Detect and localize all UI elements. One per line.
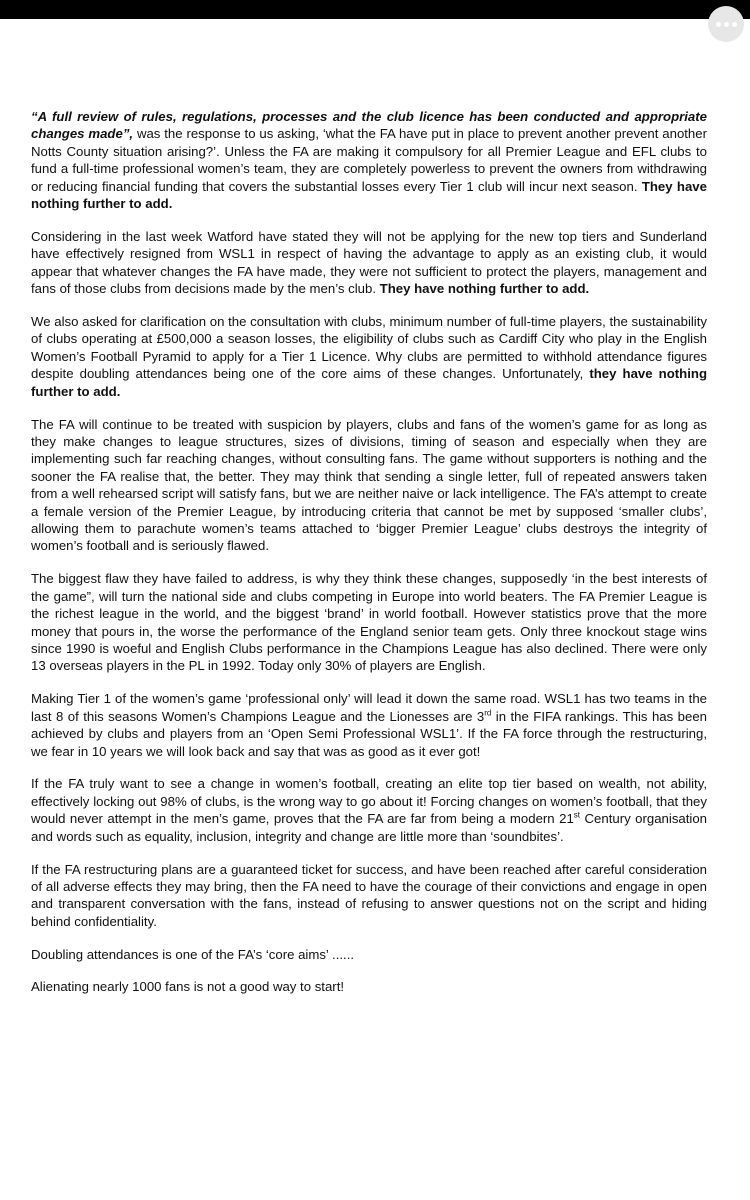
paragraph-8: If the FA restructuring plans are a guaranteed ticket for success, and have been reached after careful consideration of all adverse effects they may bring, then the FA need to have the courage of their convictions and engage in open and transparent conversation with the fans, instead of refusing to answer questions not on the script and hiding behind confidentiality. [31,861,707,929]
paragraph-3-bold: they have nothing further to add. [31,366,707,399]
paragraph-7-text-b: Century organisation and words such as equality, inclusion, integrity and change are little more than ‘soundbites’. [31,811,708,844]
fa-quote: “A full review of rules, regulations, processes and the club licence has been conducted and appropriate changes made”, [31,109,707,142]
paragraph-6-text-b: in the FIFA rankings. This has been achieved by clubs and players from an ‘Open Semi Professional WSL1’. If the FA force through the restructuring, we fear in 10 years we will look back and say that was as good as it ever got! [31,708,707,759]
paragraph-10: Alienating nearly 1000 fans is not a good way to start! [31,979,345,995]
paragraph-5: The biggest flaw they have failed to address, is why they think these changes, supposedly ‘in the best interests of the game”, will turn the national side and clubs competing in Europe into world beaters. The FA Premier League is the richest league in the world, and the biggest ‘brand’ in world football. However statistics prove that the more money that pours in, the worse the performance of the England senior team gets. Only three knockout stage wins since 1990 is woeful and English Clubs performance in the Champions League has also declined. There were only 13 overseas players in the PL in 1992. Today only 30% of players are English. [31,571,707,674]
paragraph-2 [31,228,707,298]
superscript-rd: rd [484,708,492,718]
paragraph-3 [31,313,707,400]
paragraph-7-text-a: If the FA truly want to see a change in women’s football, creating an elite top tier based on wealth, not ability, effectively locking out 98% of clubs, is the wrong way to go about it! Forcing changes on women’s football, that they would never attempt in the men’s game, proves that the FA are far from being a modern 21 [31,776,707,827]
more-options-icon[interactable] [708,6,744,42]
paragraph-1-bold: They have nothing further to add. [31,178,707,212]
paragraph-6-text-a: Making Tier 1 of the women’s game ‘professional only’ will lead it down the same road. WSL1 has two teams in the last 8 of this seasons Women’s Champions League and the Lionesses are 3 [31,691,707,724]
paragraph-6 [31,690,707,760]
status-bar [0,0,750,19]
paragraph-4: The FA will continue to be treated with suspicion by players, clubs and fans of the women’s game for as long as they make changes to league structures, sizes of divisions, timing of season and especially when they are implementing such far reaching changes, without consulting fans. The game without supporters is nothing and the sooner the FA realise that, the better. They may think that sending a single letter, full of repeated answers taken from a well rehearsed script will satisfy fans, but we are neither naive or lack intelligence. The FA’s attempt to create a female version of the Premier League, by introducing criteria that cannot be met by supposed ‘smaller clubs’, allowing them to parachute women’s teams attached to ‘bigger Premier League’ clubs destroys the integrity of women’s football and is seriously flawed. [31,416,707,554]
paragraph-2-text: Considering in the last week Watford have stated they will not be applying for the new top tiers and Sunderland have effectively resigned from WSL1 in respect of having the advantage to apply as an existing club, it would appear that whatever changes the FA have made, they were not sufficient to protect the players, management and fans of those clubs from decisions made by the men’s club. [31,228,707,297]
paragraph-7 [31,775,707,845]
paragraph-9: Doubling attendances is one of the FA’s ‘core aims’ ...... [31,946,355,962]
paragraph-1 [31,108,707,212]
dot [724,22,729,27]
dot [716,22,721,27]
paragraph-2-bold: They have nothing further to add. [379,281,590,297]
paragraph-3-text: We also asked for clarification on the consultation with clubs, minimum number of full-time players, the sustainability of clubs operating at £500,000 a season losses, the eligibility of clubs such as Cardiff City who play in the English Women’s Football Pyramid to apply for a Tier 1 Licence. Why clubs are permitted to withhold attendance figures despite doubling attendances being one of the core aims of these changes. Unfortunately, [31,314,707,382]
paragraph-1-text: was the response to us asking, ‘what the FA have put in place to prevent another prevent another Notts County situation arising?’. Unless the FA are making it compulsory for all Premier League and EFL clubs to fund a full-time professional women’s team, they are completely powerless to prevent the owners from withdrawing or reducing financial funding that covers the substantial losses every Tier 1 club will incur next season. [31,126,707,194]
superscript-st: st [573,810,581,820]
dot [732,22,737,27]
letter-document [31,108,707,1010]
